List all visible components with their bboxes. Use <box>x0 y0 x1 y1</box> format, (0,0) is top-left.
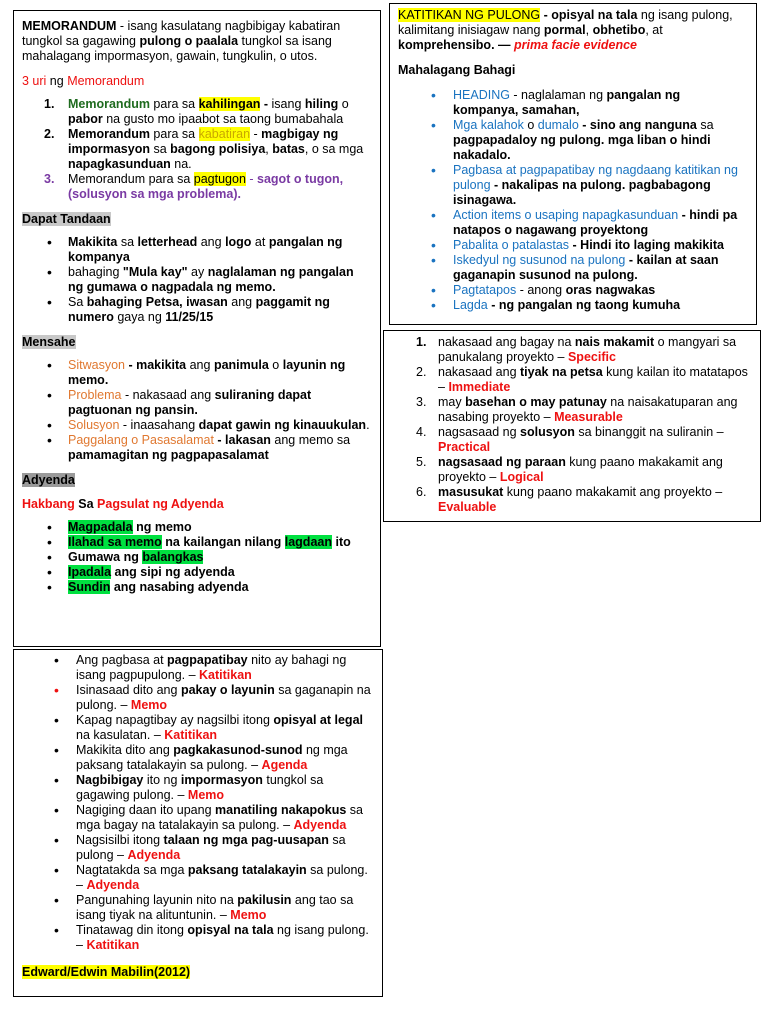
criterion-label: Logical <box>499 470 544 484</box>
quiz-emphasis: paksang tatalakayin <box>187 863 307 877</box>
criterion-emphasis: basehan o may patunay <box>465 395 607 409</box>
quiz-text: na kasulatan. – <box>76 728 165 742</box>
quiz-text: Kapag napagtibay ay nagsilbi itong <box>76 713 274 727</box>
adyenda-steps-list <box>22 520 372 595</box>
list-item <box>22 535 372 550</box>
list-item <box>22 653 374 683</box>
list-item <box>22 893 374 923</box>
bullet-icon: • <box>54 892 59 908</box>
author-line <box>22 965 374 980</box>
section-heading: Dapat Tandaan <box>22 212 111 226</box>
adyenda-subheading <box>22 497 372 512</box>
bullet-icon: • <box>47 564 52 580</box>
list-number: 1. <box>416 335 427 349</box>
list-item <box>392 485 752 515</box>
part-term: dumalo <box>537 118 579 132</box>
mensahe-heading <box>22 335 372 350</box>
part-term: Pagbasa at pagpapatibay ng nagdaang katitikan ng pulong <box>453 163 738 192</box>
part-term: Mga kalahok <box>453 118 524 132</box>
item-text: - nakasaad ang <box>121 388 215 402</box>
part-term: Pabalita o patalastas <box>453 238 570 252</box>
part-term: HEADING <box>453 88 510 102</box>
definition-text: , <box>585 23 593 37</box>
quiz-answer: Katitikan <box>86 938 140 952</box>
uri-heading <box>22 74 372 89</box>
quiz-text: Nagsisilbi itong <box>76 833 164 847</box>
uri-count: 3 uri <box>22 74 47 88</box>
definition-latin: prima facie evidence <box>514 38 637 52</box>
type-highlight: kabatiran <box>198 127 251 141</box>
criterion-text: kung paano makakamit ang proyekto – <box>503 485 723 499</box>
criteria-list <box>392 335 752 515</box>
list-item <box>398 238 748 253</box>
bullet-icon: • <box>54 922 59 938</box>
quiz-text: Pangunahing layunin nito na <box>76 893 238 907</box>
list-item <box>22 833 374 863</box>
quiz-text: Tinatawag din itong <box>76 923 188 937</box>
criterion-text: kung kailan ito matatapos – <box>438 365 748 394</box>
dash: - <box>625 253 637 267</box>
list-number: 6. <box>416 485 427 499</box>
quiz-emphasis: pakay o layunin <box>180 683 275 697</box>
criterion-emphasis: nagsasaad ng paraan <box>438 455 566 469</box>
list-item <box>22 97 372 127</box>
type-text: , o sa mga <box>304 142 364 156</box>
type-text: sa <box>149 142 171 156</box>
dash: - <box>678 208 690 222</box>
katitikan-panel <box>389 3 757 325</box>
mensahe-list <box>22 358 372 463</box>
memorandum-panel <box>13 10 381 647</box>
uri-connector: ng <box>46 74 68 88</box>
dash: - <box>213 433 226 447</box>
subheading-part: Pagsulat ng Adyenda <box>97 497 224 511</box>
step-highlight: Ilahad sa memo <box>68 535 162 549</box>
list-item <box>398 163 748 208</box>
quiz-answer: Katitikan <box>164 728 218 742</box>
criterion-text: kung paano makakamit ang proyekto – <box>438 455 723 484</box>
bullet-icon: • <box>54 832 59 848</box>
definition-text: , at <box>645 23 663 37</box>
step-text: ito <box>332 535 351 549</box>
quiz-text: ng mga paksang tatalakayin sa pulong. – <box>76 743 348 772</box>
list-item <box>398 118 748 163</box>
criterion-text: nakasaad ang <box>438 365 521 379</box>
quiz-answer: Agenda <box>261 758 308 772</box>
definition-emphasis: pormal <box>543 23 586 37</box>
type-text: na. <box>170 157 192 171</box>
quiz-text: ito ng <box>143 773 181 787</box>
item-text: ang memo sa <box>270 433 351 447</box>
item-text: ang <box>197 235 226 249</box>
part-emphasis: ng pangalan ng taong kumuha <box>498 298 681 312</box>
step-text: ang sipi ng adyenda <box>111 565 235 579</box>
list-item <box>22 433 372 463</box>
adyenda-heading <box>22 473 372 488</box>
type-term: Memorandum <box>68 172 146 186</box>
item-emphasis: suliraning dapat pagtuonan ng pansin. <box>68 388 312 417</box>
item-emphasis: bahaging Petsa, <box>86 295 183 309</box>
bullet-icon: • <box>431 117 436 133</box>
part-emphasis: sino ang nanguna <box>589 118 697 132</box>
section-heading: Mahalagang Bahagi <box>398 63 516 77</box>
criterion-text: nagsasaad ng <box>438 425 521 439</box>
step-text: ng memo <box>132 520 192 534</box>
item-term: Problema <box>68 388 122 402</box>
bullet-icon: • <box>47 387 52 403</box>
bullet-icon: • <box>54 772 59 788</box>
definition-text: isang kasulatang nagbibigay kabatiran tungkol sa gagawing <box>22 19 341 48</box>
step-text: ang nasabing adyenda <box>110 580 249 594</box>
part-text: - naglalaman ng <box>509 88 607 102</box>
uri-term: Memorandum <box>67 74 145 88</box>
bullet-icon: • <box>54 712 59 728</box>
memorandum-types-list <box>22 97 372 202</box>
list-item <box>22 388 372 418</box>
step-text: na kailangan nilang <box>161 535 285 549</box>
dapat-tandaan-heading <box>22 212 372 227</box>
criterion-label: Evaluable <box>438 500 497 514</box>
quiz-emphasis: pakilusin <box>237 893 292 907</box>
bullet-icon: • <box>54 802 59 818</box>
item-text: gaya ng <box>113 310 166 324</box>
list-item <box>22 580 372 595</box>
quiz-answer: Adyenda <box>86 878 140 892</box>
quiz-emphasis: Nagbibigay <box>76 773 144 787</box>
bullet-icon: • <box>47 579 52 595</box>
bullet-icon: • <box>431 162 436 178</box>
list-item <box>22 565 372 580</box>
quiz-text: sa pulong – <box>76 833 346 862</box>
part-text: - anong <box>516 283 566 297</box>
item-emphasis: panimula <box>213 358 269 372</box>
bullet-icon: • <box>47 264 52 280</box>
bullet-icon: • <box>431 207 436 223</box>
list-item <box>22 127 372 172</box>
criterion-text: na naisakatuparan ang nasabing proyekto – <box>438 395 738 424</box>
bullet-icon: • <box>47 519 52 535</box>
dash: - <box>116 19 128 33</box>
step-highlight: Sundin <box>68 580 111 594</box>
dash: - <box>578 118 590 132</box>
list-number: 4. <box>416 425 427 439</box>
item-emphasis: logo <box>225 235 252 249</box>
dash: - <box>260 97 272 111</box>
item-emphasis: layunin ng memo. <box>68 358 346 387</box>
item-text: sa <box>117 235 138 249</box>
quiz-text: Nagtatakda sa mga <box>76 863 188 877</box>
quiz-text: ang tao sa isang tiyak na alituntunin. – <box>76 893 354 922</box>
type-emphasis: sagot o tugon, (solusyon sa mga problema). <box>68 172 344 201</box>
type-emphasis: hiling <box>304 97 339 111</box>
criterion-emphasis: solusyon <box>520 425 575 439</box>
list-item <box>22 863 374 893</box>
item-emphasis: lakasan <box>225 433 271 447</box>
quiz-list <box>22 653 374 953</box>
bullet-icon: • <box>54 862 59 878</box>
bullet-icon: • <box>47 534 52 550</box>
criterion-emphasis: tiyak na petsa <box>520 365 603 379</box>
quiz-panel <box>13 649 383 997</box>
list-item <box>392 335 752 365</box>
part-term: Action items o usaping napagkasunduan <box>453 208 679 222</box>
dash: - <box>245 172 258 186</box>
part-emphasis: oras nagwakas <box>565 283 656 297</box>
part-emphasis: pangalan ng kompanya, samahan, <box>453 88 681 117</box>
type-text: para sa <box>149 97 199 111</box>
part-emphasis: Hindi ito laging makikita <box>580 238 724 252</box>
criterion-label: Measurable <box>554 410 623 424</box>
definition-text: ng isang pulong, kalimitang inisiagaw nang <box>398 8 733 37</box>
bullet-icon: • <box>431 87 436 103</box>
item-term: Paggalang o Pasasalamat <box>68 433 214 447</box>
list-item <box>398 298 748 313</box>
criterion-label: Immediate <box>448 380 511 394</box>
list-number: 3. <box>416 395 427 409</box>
item-text: Sa <box>68 295 87 309</box>
item-emphasis: naglalaman ng pangalan ng gumawa o nagpadala ng memo. <box>68 265 354 294</box>
bullet-icon: • <box>54 652 59 668</box>
item-emphasis: makikita <box>136 358 187 372</box>
dash: - <box>490 178 502 192</box>
type-term: Memorandum <box>68 97 150 111</box>
part-text: sa <box>696 118 714 132</box>
step-text: Gumawa ng <box>68 550 143 564</box>
dash: - <box>124 358 137 372</box>
list-item <box>22 713 374 743</box>
list-item <box>22 923 374 953</box>
bahagi-list <box>398 88 748 313</box>
type-term: Memorandum <box>68 127 150 141</box>
bullet-icon: • <box>47 294 52 310</box>
item-term: Solusyon <box>68 418 120 432</box>
list-number: 2. <box>416 365 427 379</box>
quiz-answer: Adyenda <box>127 848 181 862</box>
type-text: na gusto mo ipaabot sa taong bumabahala <box>102 112 344 126</box>
list-number: 3. <box>44 172 55 186</box>
list-item <box>392 365 752 395</box>
list-item <box>22 265 372 295</box>
quiz-answer: Adyenda <box>293 818 347 832</box>
type-emphasis: magbigay ng impormasyon <box>68 127 339 156</box>
bullet-icon: • <box>431 237 436 253</box>
list-item <box>22 520 372 535</box>
quiz-text: tungkol sa gagawing pulong. – <box>76 773 324 802</box>
quiz-emphasis: talaan ng mga pag-uusapan <box>163 833 329 847</box>
criterion-text: sa binanggit na suliranin – <box>574 425 724 439</box>
type-emphasis: batas <box>272 142 305 156</box>
subheading-part: Hakbang <box>22 497 75 511</box>
part-text: o <box>523 118 538 132</box>
list-item <box>22 550 372 565</box>
criterion-emphasis: masusukat <box>438 485 504 499</box>
criterion-emphasis: nais makamit <box>574 335 655 349</box>
item-emphasis: letterhead <box>137 235 198 249</box>
bullet-icon: • <box>47 417 52 433</box>
memorandum-definition <box>22 19 372 64</box>
katitikan-definition <box>398 8 748 53</box>
list-number: 1. <box>44 97 55 111</box>
list-number: 2. <box>44 127 55 141</box>
list-item <box>392 425 752 455</box>
part-emphasis: kailan at saan gaganapin susunod na pulong. <box>453 253 719 282</box>
type-emphasis: bagong polisiya <box>170 142 266 156</box>
item-text: ang <box>186 358 214 372</box>
list-item <box>398 283 748 298</box>
item-term: Sitwasyon <box>68 358 125 372</box>
type-emphasis: pabor <box>68 112 103 126</box>
item-emphasis: 11/25/15 <box>165 310 214 324</box>
section-heading: Adyenda <box>22 473 75 487</box>
quiz-emphasis: impormasyon <box>180 773 263 787</box>
quiz-text: nito ay bahagi ng isang pagpupulong. – <box>76 653 347 682</box>
list-item <box>392 455 752 485</box>
dash: - <box>569 238 581 252</box>
bullet-icon: • <box>47 549 52 565</box>
item-text: - inaasahang <box>119 418 199 432</box>
smart-criteria-panel <box>383 330 761 522</box>
quiz-emphasis: pagkakasunod-sunod <box>173 743 303 757</box>
dapat-tandaan-list <box>22 235 372 325</box>
criterion-label: Specific <box>567 350 616 364</box>
definition-emphasis: obhetibo <box>592 23 646 37</box>
item-text: at <box>251 235 269 249</box>
list-item <box>22 295 372 325</box>
part-emphasis: pagpapadaloy ng pulong. mga liban o hindi nakadalo. <box>453 133 711 162</box>
memorandum-term: MEMORANDUM <box>22 19 117 33</box>
list-item <box>398 208 748 238</box>
part-term: Pagtatapos <box>453 283 517 297</box>
quiz-answer: Memo <box>130 698 168 712</box>
item-emphasis: pangalan ng kompanya <box>68 235 343 264</box>
subheading-part: Sa <box>74 497 98 511</box>
step-highlight: Magpadala <box>68 520 133 534</box>
part-term: Lagda <box>453 298 488 312</box>
bullet-icon: • <box>54 682 59 698</box>
definition-emphasis: opisyal na tala <box>551 8 638 22</box>
list-item <box>22 683 374 713</box>
quiz-text: ng isang pulong. – <box>76 923 369 952</box>
dash: - <box>540 8 552 22</box>
item-text: . <box>366 418 370 432</box>
item-emphasis: pamamagitan ng pagpapasalamat <box>68 448 269 462</box>
quiz-text: Ang pagbasa at <box>76 653 168 667</box>
item-emphasis: dapat gawin ng kinauukulan <box>198 418 367 432</box>
list-item <box>22 418 372 433</box>
criterion-text: nakasaad ang bagay na <box>438 335 575 349</box>
definition-emphasis: komprehensibo. — <box>398 38 514 52</box>
item-emphasis: iwasan <box>186 295 228 309</box>
type-highlight: pagtugon <box>193 172 246 186</box>
item-text: o <box>268 358 283 372</box>
list-number: 5. <box>416 455 427 469</box>
step-highlight: Ipadala <box>68 565 112 579</box>
quiz-emphasis: pagpapatibay <box>167 653 248 667</box>
author-credit: Edward/Edwin Mabilin(2012) <box>22 965 191 979</box>
quiz-text: sa mga bagay na tatalakayin sa pulong. – <box>76 803 363 832</box>
item-emphasis: Makikita <box>68 235 118 249</box>
bullet-icon: • <box>431 252 436 268</box>
criterion-label: Practical <box>438 440 491 454</box>
part-term: Iskedyul ng susunod na pulong <box>453 253 626 267</box>
list-item <box>22 773 374 803</box>
quiz-answer: Katitikan <box>199 668 252 682</box>
type-text: para sa <box>149 127 199 141</box>
list-item <box>22 743 374 773</box>
bullet-icon: • <box>47 357 52 373</box>
criterion-text: may <box>438 395 466 409</box>
list-item <box>22 172 372 202</box>
type-text: o <box>338 97 349 111</box>
quiz-emphasis: opisyal na tala <box>187 923 274 937</box>
part-emphasis: hindi pa natapos o nagawang proyektong <box>453 208 738 237</box>
step-highlight: lagdaan <box>284 535 332 549</box>
quiz-text: Nagiging daan ito upang <box>76 803 216 817</box>
item-text: bahaging <box>68 265 123 279</box>
list-item <box>392 395 752 425</box>
quiz-text: sa pulong. – <box>76 863 368 892</box>
katitikan-term: KATITIKAN NG PULONG <box>398 8 541 22</box>
dash: - <box>250 127 262 141</box>
item-emphasis: paggamit ng numero <box>68 295 330 324</box>
quiz-emphasis: opisyal at legal <box>273 713 363 727</box>
definition-text: tungkol sa isang mahalagang impormasyon, gawain, tungkulin, o utos. <box>22 34 332 63</box>
definition-emphasis: pulong o paalala <box>139 34 239 48</box>
mahalagang-bahagi-heading <box>398 63 748 78</box>
type-text: , <box>265 142 273 156</box>
type-text: isang <box>271 97 305 111</box>
quiz-answer: Memo <box>230 908 267 922</box>
bullet-icon: • <box>431 282 436 298</box>
list-item <box>398 88 748 118</box>
bullet-icon: • <box>47 432 52 448</box>
item-text: ay <box>187 265 208 279</box>
step-highlight: balangkas <box>142 550 204 564</box>
bullet-icon: • <box>47 234 52 250</box>
item-text: ang <box>227 295 256 309</box>
type-emphasis: napagkasunduan <box>68 157 171 171</box>
quiz-answer: Memo <box>187 788 225 802</box>
quiz-text: Isinasaad dito ang <box>76 683 181 697</box>
criterion-text: o mangyari sa panukalang proyekto – <box>438 335 737 364</box>
quiz-text: sa gaganapin na pulong. – <box>76 683 371 712</box>
item-emphasis: "Mula kay" <box>122 265 188 279</box>
dash: - <box>487 298 499 312</box>
type-highlight: kahilingan <box>198 97 261 111</box>
section-heading: Mensahe <box>22 335 76 349</box>
list-item <box>22 235 372 265</box>
list-item <box>22 803 374 833</box>
bullet-icon: • <box>54 742 59 758</box>
list-item <box>22 358 372 388</box>
bullet-icon: • <box>431 297 436 313</box>
quiz-emphasis: manatiling nakapokus <box>215 803 347 817</box>
part-emphasis: nakalipas na pulong. pagbabagong isinagawa. <box>453 178 711 207</box>
type-text: para sa <box>145 172 194 186</box>
list-item <box>398 253 748 283</box>
quiz-text: Makikita dito ang <box>76 743 174 757</box>
